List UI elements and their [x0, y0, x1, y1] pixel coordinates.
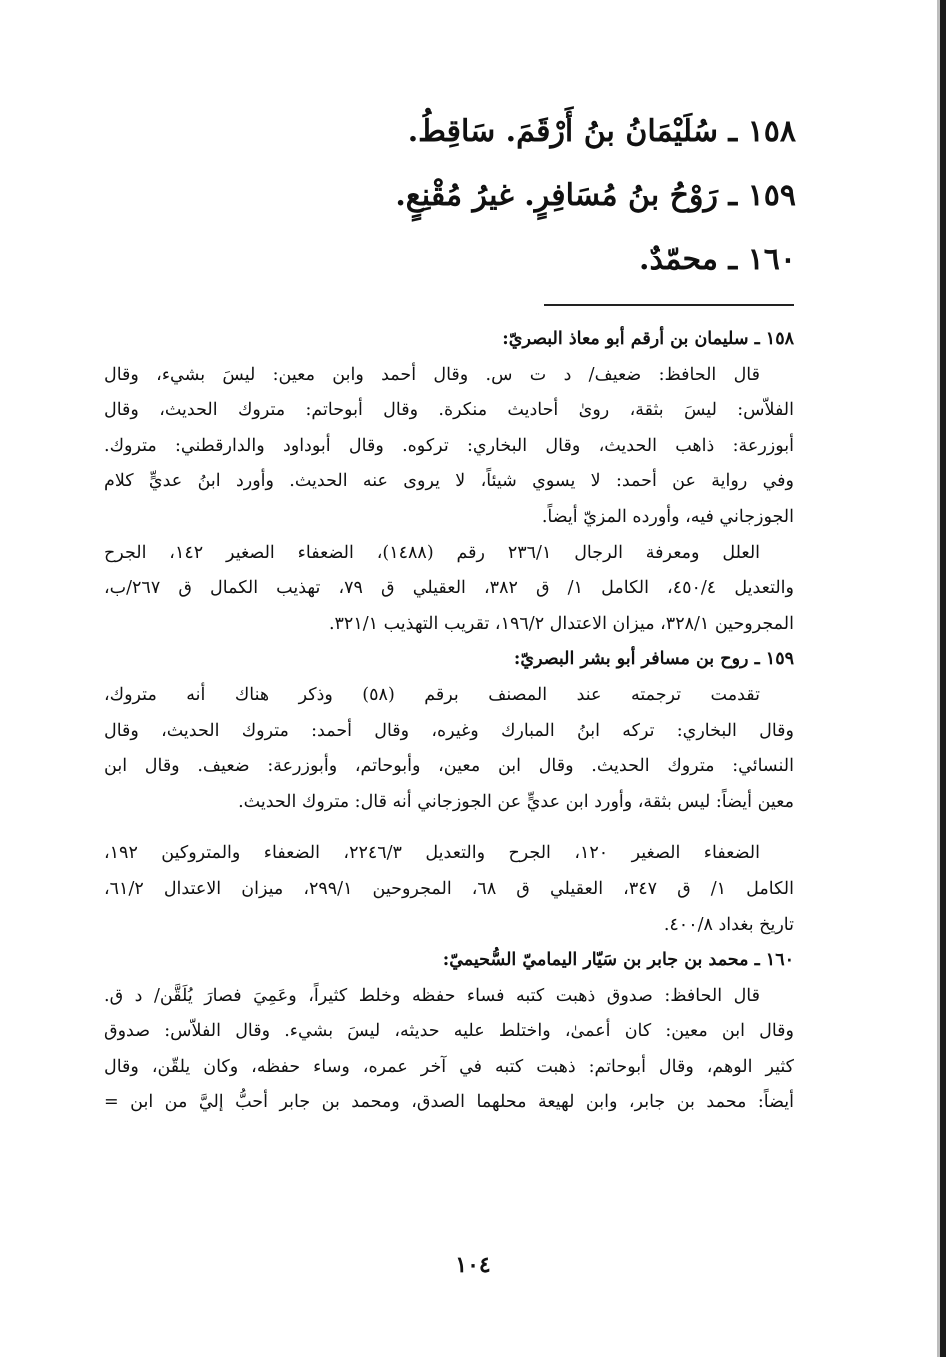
entry-158-line-4: وفي رواية عن أحمد: لا يسوي شيئاً، لا يروى عنه الحديث. وأورد ابنُ عديٍّ كلام [104, 471, 794, 492]
entry-160-line-4: أيضاً: محمد بن جابر، وابن لهيعة محلهما الصدق، ومحمد بن جابر أحبُّ إليَّ من ابن = [104, 1092, 794, 1113]
verse-160: ١٦٠ ـ محمّدٌ. [639, 242, 796, 277]
entry-159-ref-3: تاريخ بغداد ٤٠٠/٨. [663, 914, 794, 935]
entry-160-line-3: كثير الوهم، وقال أبوحاتم: ذهبت كتبه في آخر عمره، وساء حفظه، وكان يلقّن، وقال [104, 1056, 794, 1077]
commentary [104, 322, 794, 1121]
entry-159-line-4: معين أيضاً: ليس بثقة، وأورد ابن عديٍّ عن الجوزجاني أنه قال: متروك الحديث. [238, 791, 794, 812]
page-number: ١٠٤ [455, 1252, 491, 1278]
entry-160-line-2: وقال ابن معين: كان أعمىٰ، واختلط عليه حديثه، ليسَ بشيء. وقال الفلاّس: صدوق [104, 1021, 794, 1042]
entry-158-line-5: الجوزجاني فيه، وأورده المزيّ أيضاً. [541, 506, 794, 527]
entry-158-line-1: قال الحافظ: ضعيف/ د ت س. وقال أحمد وابن معين: ليسَ بشيء، وقال [104, 364, 760, 385]
footnote-divider [544, 304, 794, 306]
entry-159-ref-1: الضعفاء الصغير ١٢٠، الجرح والتعديل ٢٢٤٦/٣، الضعفاء والمتروكين ١٩٢، [104, 843, 760, 864]
verse-158: ١٥٨ ـ سُلَيْمَانُ بنُ أَرْقَمَ. سَاقِطُ. [407, 114, 796, 149]
entry-158-line-2: الفلاّس: ليسَ بثقة، روىٰ أحاديث منكرة. وقال أبوحاتم: متروك الحديث، وقال [104, 400, 794, 421]
entry-160-heading: ١٦٠ ـ محمد بن جابر بن سَيّار اليماميّ السُّحيميّ: [442, 950, 794, 971]
scan-edge-dark [940, 0, 946, 1357]
entry-158-ref-1: العلل ومعرفة الرجال ٢٣٦/١ رقم (١٤٨٨)، الضعفاء الصغير ١٤٢، الجرح [104, 542, 761, 563]
entry-159-heading: ١٥٩ ـ روح بن مسافر أبو بشر البصريّ: [513, 649, 794, 670]
entry-159-line-1: تقدمت ترجمته عند المصنف برقم (٥٨) وذكر هناك أنه متروك، [104, 684, 760, 705]
entry-158-line-3: أبوزرعة: ذاهب الحديث، وقال البخاري: تركوه. وقال أبوداود والدارقطني: متروك. [104, 435, 794, 456]
verse-159: ١٥٩ ـ رَوْحُ بنُ مُسَافِرٍ. غيرُ مُقْنِعٍ. [395, 178, 796, 213]
spacer [104, 820, 794, 836]
entry-159-line-2: وقال البخاري: تركه ابنُ المبارك وغيره، وقال أحمد: متروك الحديث، وقال [104, 720, 794, 741]
verse-block [276, 100, 796, 292]
entry-159-line-3: النسائي: متروك الحديث. وقال ابن معين، وأبوحاتم، وأبوزرعة: ضعيف. وقال ابن [104, 756, 794, 777]
entry-159-ref-2: الكامل ١/ ق ٣٤٧، العقيلي ق ٦٨، المجروحين ٢٩٩/١، ميزان الاعتدال ٦١/٢، [104, 878, 794, 899]
entry-160-line-1: قال الحافظ: صدوق ذهبت كتبه فساء حفظه وخلط كثيراً، وعَمِيَ فصارَ يُلَقَّن/ د ق. [104, 985, 760, 1006]
entry-158-ref-3: المجروحين ٣٢٨/١، ميزان الاعتدال ١٩٦/٢، تقريب التهذيب ٣٢١/١. [328, 613, 794, 634]
entry-158-ref-2: والتعديل ٤٥٠/٤، الكامل ١/ ق ٣٨٢، العقيلي ق ٧٩، تهذيب الكمال ق ٢٦٧/ب، [104, 578, 794, 599]
entry-158-heading: ١٥٨ ـ سليمان بن أرقم أبو معاذ البصريّ: [502, 329, 794, 349]
